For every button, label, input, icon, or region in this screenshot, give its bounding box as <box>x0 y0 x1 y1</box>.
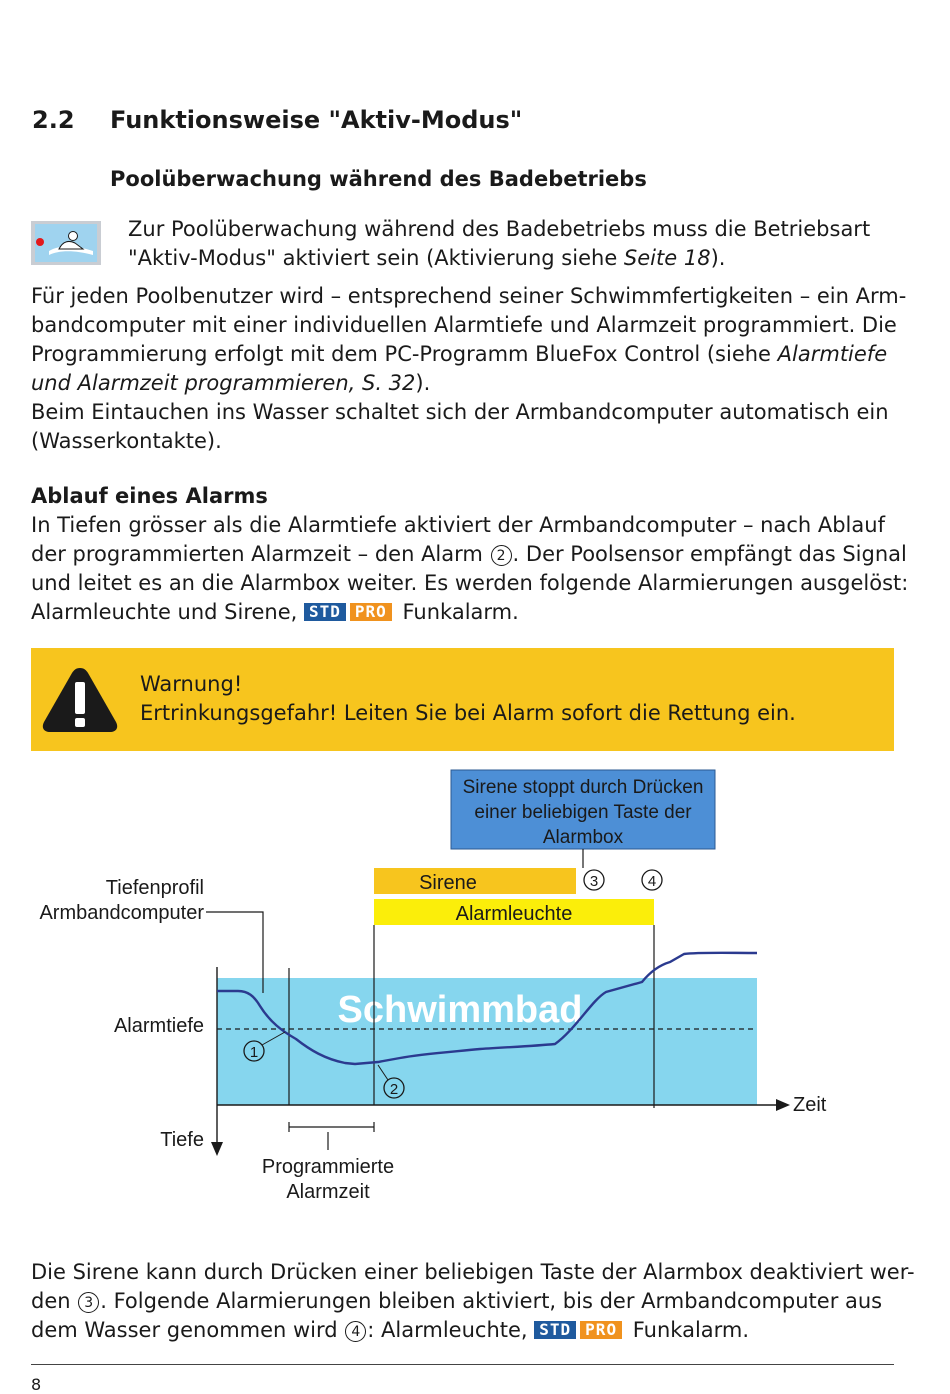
time-axis-arrow <box>776 1099 790 1111</box>
closing-line-2 <box>31 1287 915 1316</box>
intro-text-end: ). <box>710 246 726 270</box>
cross-reference-cont: und Alarmzeit programmieren, S. 32 <box>31 371 416 395</box>
callout-line-2: einer beliebigen Taste der <box>474 802 692 823</box>
intro-paragraph <box>128 215 870 273</box>
closing-line-1: Die Sirene kann durch Drücken einer beliebigen Taste der Alarmbox deaktiviert wer- <box>31 1260 915 1284</box>
section-number: 2.2 <box>32 106 75 134</box>
alarm-sequence-diagram <box>0 760 950 1220</box>
alarm-line-4 <box>31 598 908 627</box>
alarm-line-3: und leitet es an die Alarmbox weiter. Es werden folgende Alarmierungen ausgelöst: <box>31 571 909 595</box>
alarm-heading: Ablauf eines Alarms <box>31 484 268 508</box>
callout-line-1: Sirene stoppt durch Drücken <box>462 777 704 798</box>
callout-line-3: Alarmbox <box>542 827 624 848</box>
marker-3: 3 <box>589 873 599 890</box>
swimmer-pool-icon <box>31 221 101 269</box>
std-badge: STD <box>304 603 346 621</box>
marker-2: 2 <box>491 545 512 566</box>
alarm-text-final: Funkalarm. <box>395 600 519 624</box>
cross-reference: Alarmtiefe <box>777 342 888 366</box>
alarm-text-end: Alarmleuchte und Sirene, <box>31 600 304 624</box>
para1-line-2: bandcomputer mit einer individuellen Alarmtiefe und Alarmzeit programmiert. Die <box>31 313 897 337</box>
page-reference: Seite 18 <box>623 246 711 270</box>
para1-text-end: ). <box>415 371 431 395</box>
alarm-depth-label: Alarmtiefe <box>113 1015 204 1037</box>
para1-line-5: Beim Eintauchen ins Wasser schaltet sich der Armbandcomputer automatisch ein <box>31 400 889 424</box>
section-heading <box>32 106 522 134</box>
alarm-line-1: In Tiefen grösser als die Alarmtiefe aktiviert der Armbandcomputer – nach Ablauf <box>31 513 885 537</box>
closing-text-3: : Alarmleuchte, <box>367 1318 535 1342</box>
para1-line-4 <box>31 369 906 398</box>
para1-line-1: Für jeden Poolbenutzer wird – entsprechend seiner Schwimmfertigkeiten – ein Arm- <box>31 284 907 308</box>
marker-4-inline: 4 <box>345 1321 366 1342</box>
warning-message: Ertrinkungsgefahr! Leiten Sie bei Alarm sofort die Rettung ein. <box>140 701 796 725</box>
paragraph-programming <box>31 282 906 456</box>
alarm-time-label-1: Programmierte <box>261 1156 395 1178</box>
pro-badge: PRO <box>350 603 392 621</box>
siren-label: Sirene <box>419 872 477 894</box>
para1-line-6: (Wasserkontakte). <box>31 429 222 453</box>
std-badge-2: STD <box>534 1321 576 1339</box>
alarm-text: der programmierten Alarmzeit – den Alarm <box>31 542 490 566</box>
warning-text-block <box>140 670 796 728</box>
alarm-line-2 <box>31 540 908 569</box>
closing-text: den <box>31 1289 78 1313</box>
marker-4: 4 <box>647 873 657 890</box>
para1-line-3 <box>31 340 906 369</box>
profile-label-line-1: Tiefenprofil <box>105 877 204 899</box>
page-number: 8 <box>31 1375 42 1394</box>
profile-label-line-2: Armbandcomputer <box>39 902 204 924</box>
warning-exclamation-icon <box>40 664 120 740</box>
intro-line-2 <box>128 244 870 273</box>
subheading: Poolüberwachung während des Badebetriebs <box>110 167 647 191</box>
depth-axis-label: Tiefe <box>160 1129 204 1151</box>
warning-title: Warnung! <box>140 672 243 696</box>
marker-1: 1 <box>249 1044 259 1061</box>
time-axis-label: Zeit <box>793 1094 827 1116</box>
closing-paragraph <box>31 1258 915 1345</box>
depth-axis-arrow <box>211 1142 223 1156</box>
intro-line-1: Zur Poolüberwachung während des Badebetriebs muss die Betriebsart <box>128 217 871 241</box>
intro-text: "Aktiv-Modus" aktiviert sein (Aktivierung siehe <box>128 246 624 270</box>
marker-3-inline: 3 <box>78 1292 99 1313</box>
closing-line-3 <box>31 1316 915 1345</box>
section-title: Funktionsweise "Aktiv-Modus" <box>110 106 523 134</box>
marker-2-label: 2 <box>389 1081 399 1098</box>
closing-text-cont: . Folgende Alarmierungen bleiben aktiviert, bis der Armbandcomputer aus <box>100 1289 883 1313</box>
alarm-section <box>31 482 908 627</box>
light-label: Alarmleuchte <box>455 903 573 925</box>
alarm-text-cont: . Der Poolsensor empfängt das Signal <box>512 542 907 566</box>
closing-text-end: Funkalarm. <box>626 1318 750 1342</box>
footer-divider <box>31 1364 894 1365</box>
closing-text-2: dem Wasser genommen wird <box>31 1318 345 1342</box>
pool-label: Schwimmbad <box>337 989 583 1031</box>
para1-text: Programmierung erfolgt mit dem PC-Programm BlueFox Control (siehe <box>31 342 778 366</box>
pro-badge-2: PRO <box>580 1321 622 1339</box>
alarm-time-label-2: Alarmzeit <box>286 1181 370 1203</box>
